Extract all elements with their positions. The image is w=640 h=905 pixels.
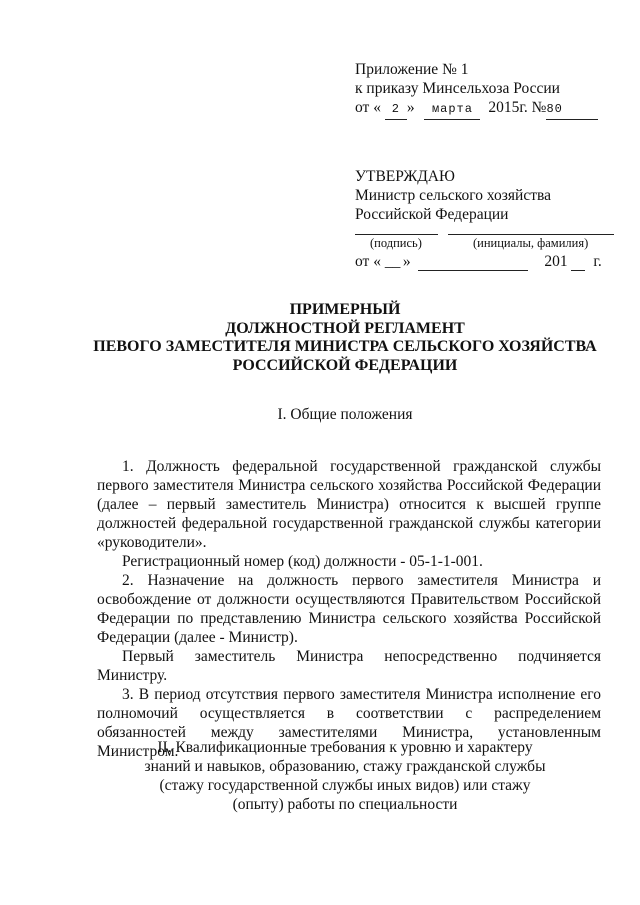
date-prefix: от « [355,99,381,116]
approval-line-2: Российской Федерации [355,206,509,223]
order-number: 80 [546,100,598,120]
approval-day-placeholder: __ [384,253,401,270]
paragraph-5: 3. В период отсутствия первого заместителя Министра исполнение его полномочий осуществляется в соответствии с распределением обязанностей между заместителями Министра, установленным Министром. [97,686,601,760]
appendix-line-2: к приказу Минсельхоза России [355,80,560,97]
appendix-date-line [355,98,598,120]
signature-label: (подпись) [370,236,422,250]
approval-heading: УТВЕРЖДАЮ [355,168,455,185]
title-line-3: ПЕВОГО ЗАМЕСТИТЕЛЯ МИНИСТРА СЕЛЬСКОГО ХОЗЯЙСТВА [93,338,597,355]
paragraph-1: 1. Должность федеральной государственной гражданской службы первого заместителя Министра сельского хозяйства Российской Федерации (далее – первый заместитель Министра) относится к высшей группе должностей федеральной государственной гражданской службы категории «руководители». [97,458,601,551]
approval-year-prefix: 201 [544,253,568,270]
paragraph-4: Первый заместитель Министра непосредственно подчиняется Министру. [97,648,601,684]
approval-month-blank [418,256,528,271]
paragraph-3: 2. Назначение на должность первого заместителя Министра и освобождение от должности осуществляются Правительством Российской Федерации по представлению Министра сельского хозяйства Российской Федерации (далее - Министр). [97,572,601,646]
section-2-heading-line-1: II. Квалификационные требования к уровню и характеру [157,739,533,756]
paragraph-2: Регистрационный номер (код) должности - 05-1-1-001. [122,553,483,570]
approval-line-1: Министр сельского хозяйства [355,187,551,204]
section-1-body [97,457,601,761]
section-2-heading-line-3: (стажу государственной службы иных видов) или стажу [159,777,531,794]
section-2-heading-line-4: (опыту) работы по специальности [232,796,458,813]
approval-date-prefix: от « [355,253,381,270]
date-year: 2015г. № [488,99,547,116]
approval-year-suffix: г. [593,253,602,270]
approval-year-blank [571,256,585,271]
date-quote-close: » [406,99,415,116]
section-2-heading-line-2: знаний и навыков, образованию, стажу гражданской службы [144,758,546,775]
date-month: марта [424,100,480,120]
appendix-line-1: Приложение № 1 [355,61,469,78]
section-1-heading: I. Общие положения [277,406,413,423]
approval-date-line [355,252,602,271]
title-line-4: РОССИЙСКОЙ ФЕДЕРАЦИИ [232,357,458,374]
title-line-2: ДОЛЖНОСТНОЙ РЕГЛАМЕНТ [225,320,465,337]
initials-label: (инициалы, фамилия) [473,236,589,250]
title-line-1: ПРИМЕРНЫЙ [289,301,401,318]
approval-quote-close: » [402,253,411,270]
date-day: 2 [385,100,407,120]
